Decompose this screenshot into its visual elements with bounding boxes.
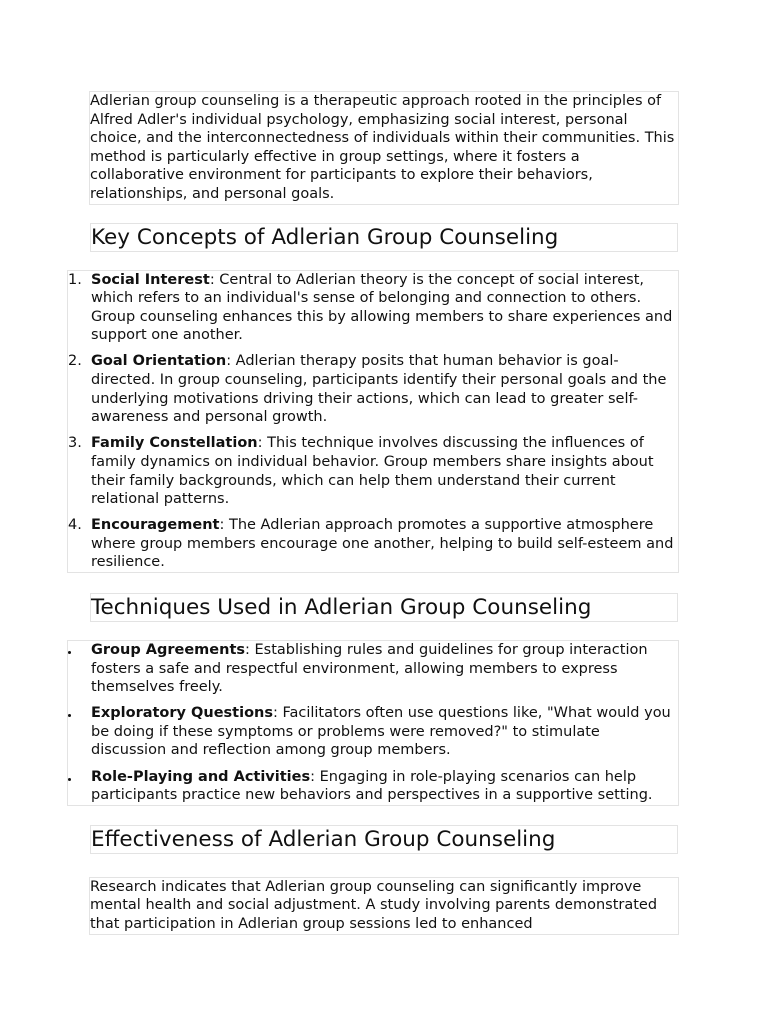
list-number: 1. xyxy=(68,271,82,288)
section-heading-techniques: Techniques Used in Adlerian Group Counseling xyxy=(90,593,678,622)
technique-term: Exploratory Questions xyxy=(91,705,273,722)
concept-description: : Adlerian therapy posits that human behavior is goal-directed. In group counseling, participants identify their personal goals and the underlying motivations driving their actions, which can lead to greater self-awareness and personal growth. xyxy=(91,353,667,426)
list-item xyxy=(68,352,678,426)
effectiveness-paragraph: Research indicates that Adlerian group counseling can significantly improve mental health and social adjustment. A study involving parents demonstrated that participation in Adlerian group sessions led to enhanced xyxy=(90,878,678,934)
list-item xyxy=(68,434,678,508)
intro-paragraph: Adlerian group counseling is a therapeutic approach rooted in the principles of Alfred Adler's individual psychology, emphasizing social interest, personal choice, and the interconnectedness of individuals within their communities. This method is particularly effective in group settings, where it fosters a collaborative environment for participants to explore their behaviors, relationships, and personal goals. xyxy=(90,92,678,204)
list-number: 3. xyxy=(68,435,82,452)
concept-term: Family Constellation xyxy=(91,435,258,452)
list-item xyxy=(68,641,678,697)
concept-description: : The Adlerian approach promotes a supportive atmosphere where group members encourage one another, helping to build self-esteem and resilience. xyxy=(91,517,674,571)
techniques-list xyxy=(67,640,679,806)
technique-description: : Facilitators often use questions like, "What would you be doing if these symptoms or problems were removed?" to stimulate discussion and reflection among group members. xyxy=(91,705,671,759)
concept-description: : This technique involves discussing the influences of family dynamics on individual behavior. Group members share insights about their family backgrounds, which can help them understand their current relational patterns. xyxy=(91,435,654,508)
concept-term: Encouragement xyxy=(91,517,220,534)
list-item xyxy=(68,271,678,345)
technique-term: Group Agreements xyxy=(91,641,246,658)
key-concepts-list xyxy=(67,270,679,573)
list-number: 4. xyxy=(68,517,82,534)
list-number: 2. xyxy=(68,353,82,370)
technique-description: : Establishing rules and guidelines for group interaction fosters a safe and respectful environment, allowing members to express themselves freely. xyxy=(91,641,648,696)
concept-term: Goal Orientation xyxy=(91,353,227,370)
list-item xyxy=(68,704,678,760)
concept-description: : Central to Adlerian theory is the concept of social interest, which refers to an individual's sense of belonging and connection to others. Group counseling enhances this by allowing members to share experiences and support one another. xyxy=(91,271,673,344)
document-page xyxy=(68,92,678,934)
technique-term: Role-Playing and Activities xyxy=(91,768,311,785)
list-item xyxy=(68,516,678,572)
technique-description: : Engaging in role-playing scenarios can help participants practice new behaviors and perspectives in a supportive setting. xyxy=(91,768,653,804)
list-item xyxy=(68,768,678,805)
section-heading-effectiveness: Effectiveness of Adlerian Group Counseling xyxy=(90,825,678,854)
section-heading-key-concepts: Key Concepts of Adlerian Group Counseling xyxy=(90,223,678,252)
concept-term: Social Interest xyxy=(91,271,210,288)
